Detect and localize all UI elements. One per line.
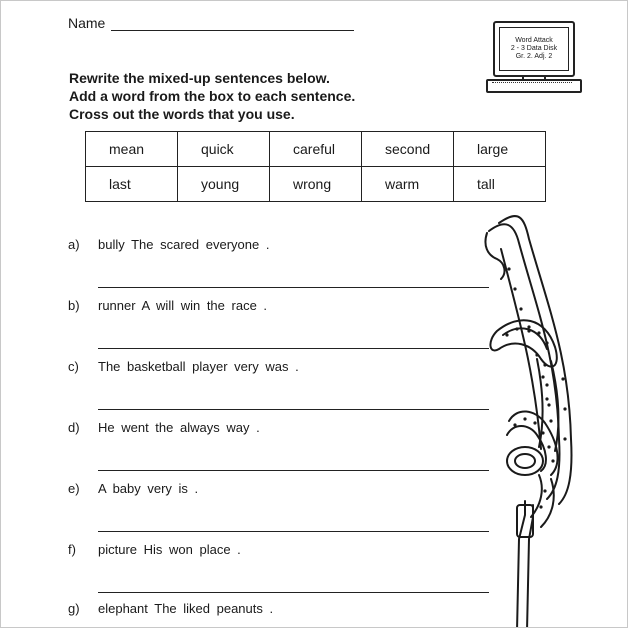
answer-line[interactable] [98, 287, 489, 288]
sentence-item [68, 359, 299, 374]
sentence-text: elephant The liked peanuts . [98, 601, 274, 616]
word-box-cell[interactable]: young [178, 167, 270, 202]
sentence-text: The basketball player very was . [98, 359, 299, 374]
sentence-item [68, 542, 241, 557]
keyboard-keys [492, 82, 572, 87]
sentence-item [68, 481, 198, 496]
sentence-item [68, 298, 267, 313]
instruction-line: Rewrite the mixed-up sentences below. [69, 70, 330, 86]
sentence-text: bully The scared everyone . [98, 237, 270, 252]
sentence-item [68, 601, 273, 616]
sentence-letter: g) [68, 601, 80, 616]
sentence-letter: b) [68, 298, 80, 313]
sentence-text: He went the always way . [98, 420, 260, 435]
word-box-row [86, 167, 546, 202]
sentence-letter: e) [68, 481, 80, 496]
word-box-cell[interactable]: last [86, 167, 178, 202]
instructions [69, 69, 355, 123]
word-box-row [86, 132, 546, 167]
sentence-letter: d) [68, 420, 80, 435]
instruction-line: Add a word from the box to each sentence. [69, 88, 356, 104]
answer-line[interactable] [98, 409, 489, 410]
word-box-cell[interactable]: warm [362, 167, 454, 202]
sentence-text: A baby very is . [98, 481, 199, 496]
name-row [68, 15, 354, 31]
sentence-text: runner A will win the race . [98, 298, 268, 313]
word-box [85, 131, 546, 202]
word-box-cell[interactable]: wrong [270, 167, 362, 202]
word-box-cell[interactable]: careful [270, 132, 362, 167]
monitor-screen-label [499, 27, 569, 71]
answer-line[interactable] [98, 348, 489, 349]
strap-illustration [479, 209, 594, 628]
computer-monitor-icon [486, 17, 581, 95]
sentence-item [68, 237, 269, 252]
answer-line[interactable] [98, 592, 489, 593]
name-label: Name [68, 15, 106, 31]
monitor-screen [493, 21, 575, 77]
name-line[interactable] [111, 15, 354, 31]
sentence-letter: f) [68, 542, 76, 557]
word-box-cell[interactable]: large [454, 132, 546, 167]
word-box-cell[interactable]: quick [178, 132, 270, 167]
word-box-cell[interactable]: tall [454, 167, 546, 202]
sentence-item [68, 420, 260, 435]
sentence-letter: c) [68, 359, 79, 374]
word-box-cell[interactable]: mean [86, 132, 178, 167]
badge-line: Word Attack [515, 37, 553, 44]
answer-line[interactable] [98, 531, 489, 532]
badge-line: Gr. 2. Adj. 2 [515, 53, 553, 60]
sentence-letter: a) [68, 237, 80, 252]
word-box-cell[interactable]: second [362, 132, 454, 167]
sentence-text: picture His won place . [98, 542, 241, 557]
answer-line[interactable] [98, 470, 489, 471]
instruction-line: Cross out the words that you use. [69, 106, 295, 122]
badge-line: 2 - 3 Data Disk [510, 45, 558, 52]
